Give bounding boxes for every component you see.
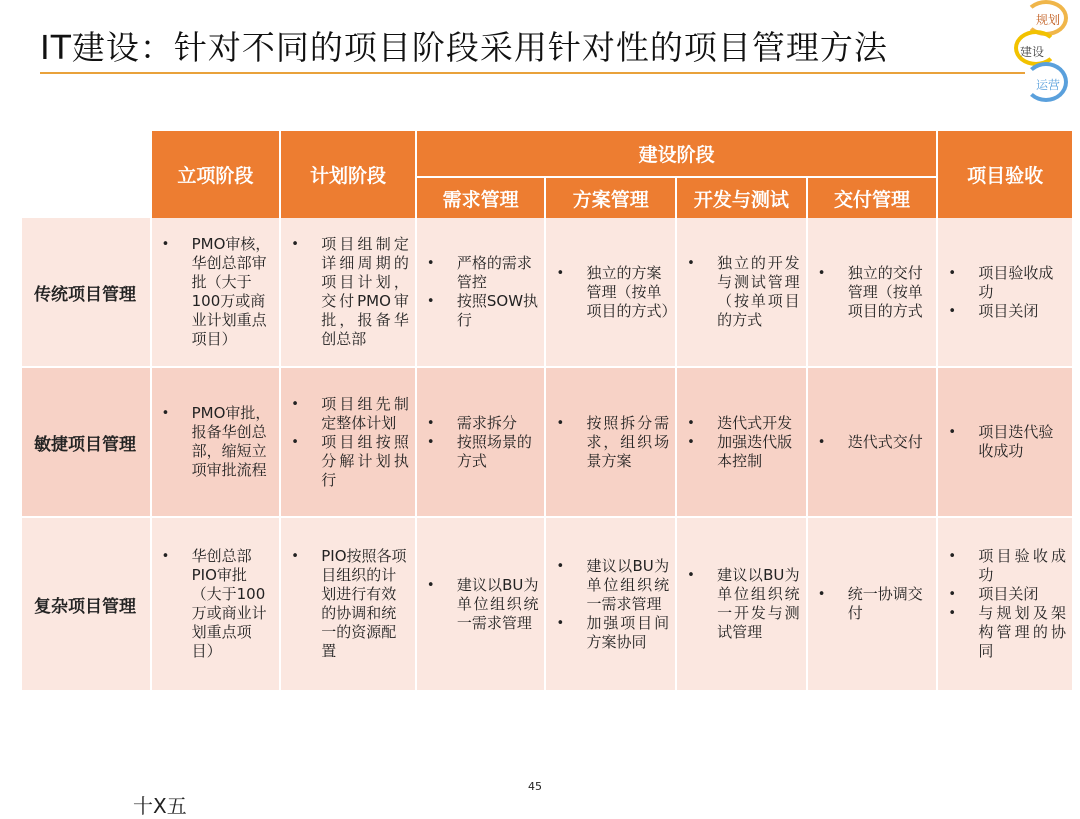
logo-label-operate: 运营 (1036, 78, 1061, 92)
cell (808, 218, 937, 366)
cell (546, 516, 675, 690)
list-item: • 建议以BU为单位组织统一需求管理 (439, 576, 539, 633)
list-item: • 迭代式交付 (830, 433, 931, 452)
footer-text: 十X五 (133, 794, 187, 818)
table-row (22, 218, 1072, 366)
cell (677, 218, 806, 366)
list-item: • 建议以BU为单位组织统一需求管理 (568, 557, 669, 614)
list-item: • 项目验收成功 (960, 547, 1066, 585)
list-item: • 迭代式开发 (699, 414, 800, 433)
list-item: • 华创总部PIO审批（大于100万或商业计划重点项目） (174, 547, 274, 661)
list-item: • 建议以BU为单位组织统一开发与测试管理 (699, 566, 800, 642)
row-label: 敏捷项目管理 (22, 366, 150, 516)
list-item: • 独立的方案管理（按单项目的方式） (568, 264, 669, 321)
list-item: • PMO审核，华创总部审批（大于100万或商业计划重点项目） (174, 235, 274, 349)
cell (938, 516, 1072, 690)
header-yanshou: 项目验收 (938, 131, 1072, 218)
list-item: • 严格的需求管控 (439, 254, 539, 292)
list-item: • 独立的交付管理（按单项目的方式 (830, 264, 931, 321)
logo-label-build: 建设 (1020, 45, 1045, 59)
cell (808, 516, 937, 690)
header-jihua: 计划阶段 (281, 131, 415, 218)
cell (546, 366, 675, 516)
table-row (22, 516, 1072, 690)
list-item: • 项目组按照分解计划执行 (303, 433, 409, 490)
subheader-fangan: 方案管理 (546, 176, 675, 218)
methods-table (20, 131, 1074, 690)
list-item: • 独立的开发与测试管理（按单项目的方式 (699, 254, 800, 330)
list-item: • 按照SOW执行 (439, 292, 539, 330)
list-item: • 项目组制定详细周期的项目计划，交付PMO审批，报备华创总部 (303, 235, 409, 349)
list-item: • PIO按照各项目组织的计划进行有效的协调和统一的资源配置 (303, 547, 409, 661)
cell (938, 218, 1072, 366)
list-item: • 项目关闭 (960, 585, 1066, 604)
cell (677, 366, 806, 516)
cell (938, 366, 1072, 516)
cell (417, 218, 545, 366)
subheader-xuqiu: 需求管理 (417, 176, 545, 218)
header-lixiang: 立项阶段 (152, 131, 280, 218)
list-item: • 按照场景的方式 (439, 433, 539, 471)
cell (808, 366, 937, 516)
list-item: • PMO审批，报备华创总部，缩短立项审批流程 (174, 404, 274, 480)
list-item: • 项目组先制定整体计划 (303, 395, 409, 433)
cell (281, 218, 415, 366)
cell (417, 516, 545, 690)
title-underline (40, 72, 1025, 74)
logo-label-plan: 规划 (1036, 13, 1061, 27)
list-item: • 按照拆分需求，组织场景方案 (568, 414, 669, 471)
lifecycle-logo (1010, 0, 1080, 110)
cell (677, 516, 806, 690)
cell (281, 366, 415, 516)
table-row (22, 366, 1072, 516)
subheader-jiaofu: 交付管理 (808, 176, 937, 218)
list-item: • 加强项目间方案协同 (568, 614, 669, 652)
list-item: • 项目验收成功 (960, 264, 1066, 302)
page-number: 45 (528, 780, 542, 793)
cell (417, 366, 545, 516)
cell (546, 218, 675, 366)
subheader-kaifa: 开发与测试 (677, 176, 806, 218)
page-title: IT建设：针对不同的项目阶段采用针对性的项目管理方法 (40, 28, 888, 67)
cell (152, 218, 280, 366)
list-item: • 项目迭代验收成功 (960, 423, 1066, 461)
list-item: • 统一协调交付 (830, 585, 931, 623)
list-item: • 与规划及架构管理的协同 (960, 604, 1066, 661)
list-item: • 项目关闭 (960, 302, 1066, 321)
list-item: • 加强迭代版本控制 (699, 433, 800, 471)
cell (281, 516, 415, 690)
corner-cell (22, 131, 150, 218)
row-label: 传统项目管理 (22, 218, 150, 366)
row-label: 复杂项目管理 (22, 516, 150, 690)
cell (152, 516, 280, 690)
header-jianshe: 建设阶段 (417, 131, 936, 176)
list-item: • 需求拆分 (439, 414, 539, 433)
cell (152, 366, 280, 516)
